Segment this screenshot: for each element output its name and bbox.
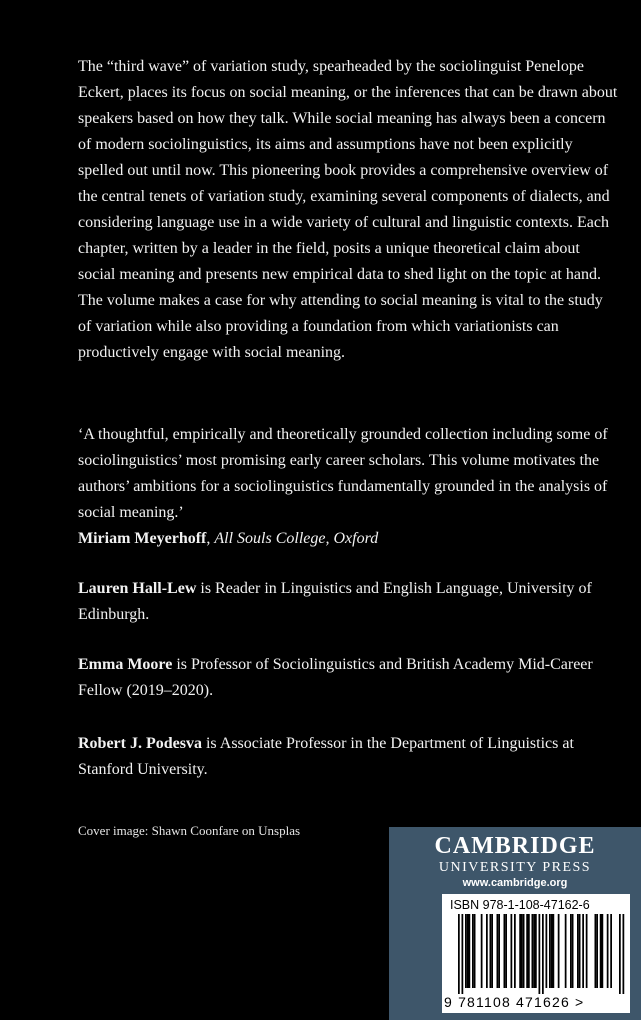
editor-bio-text: is Professor of Sociolinguistics and British Academy Mid-Career Fellow (2019–2020). xyxy=(78,656,593,699)
endorser-affiliation: All Souls College, Oxford xyxy=(214,530,379,547)
barcode-bar xyxy=(467,914,469,988)
endorsement-attribution xyxy=(78,526,618,552)
cover-image-credit: Cover image: Shawn Coonfare on Unsplas xyxy=(78,823,301,838)
editor-name: Lauren Hall-Lew xyxy=(78,580,197,597)
barcode-panel xyxy=(442,894,630,1013)
barcode-bar xyxy=(579,914,581,988)
barcode-bar xyxy=(458,914,460,994)
barcode-bar xyxy=(551,914,553,988)
barcode-bar xyxy=(528,914,530,988)
barcode-bar xyxy=(582,914,584,988)
publisher-panel xyxy=(389,827,641,1020)
barcode-bar xyxy=(523,914,525,988)
editor-name: Robert J. Podesva xyxy=(78,735,202,752)
editor-name: Emma Moore xyxy=(78,656,173,673)
barcode-digits: 9 781108 471626 > xyxy=(444,994,585,1010)
barcode-bar xyxy=(549,914,551,988)
barcode-bar xyxy=(553,914,555,988)
barcode-bar xyxy=(546,914,548,988)
attribution-separator: , xyxy=(206,530,215,547)
barcode-bar xyxy=(596,914,598,988)
barcode-bar xyxy=(535,914,537,988)
back-cover-blurb: The “third wave” of variation study, spearheaded by the sociolinguist Penelope Eckert, places its focus on social meaning, or the inferences that can be drawn about speakers based on how they talk. While social meaning has always been a concern of modern sociolinguistics, its aims and assumptions have not been explicitly spelled out until now. This pioneering book provides a comprehensive overview of the central tenets of variation study, examining several components of dialects, and considering language use in a wide variety of cultural and linguistic contexts. Each chapter, written by a leader in the field, posits a unique theoretical claim about social meaning and presents new empirical data to shed light on the topic at hand. The volume makes a case for why attending to social meaning is vital to the study of variation while also providing a foundation from which variationists can productively engage with social meaning. xyxy=(78,58,618,361)
publisher-logo-name: CAMBRIDGE xyxy=(434,833,596,859)
barcode-bar xyxy=(602,914,604,988)
editor-bio xyxy=(78,731,618,783)
barcode-bar xyxy=(498,914,500,988)
editor-bio xyxy=(78,652,618,704)
barcode-icon xyxy=(446,914,626,994)
barcode-bar xyxy=(504,914,506,988)
editor-bio xyxy=(78,576,618,628)
barcode-bar xyxy=(526,914,528,988)
barcode-bar xyxy=(490,914,492,988)
barcode-bar xyxy=(577,914,579,988)
barcode-bar xyxy=(486,914,488,988)
barcode-bar xyxy=(572,914,574,988)
barcode-bar xyxy=(519,914,521,988)
barcode-bar xyxy=(462,914,464,994)
endorsement-text: ‘A thoughtful, empirically and theoretically grounded collection including some of sociolinguistics’ most promising early career scholars. This volume motivates the authors’ ambitions for a sociolinguistics fundamentally grounded in the analysis of social meaning.’ xyxy=(78,426,608,521)
barcode-bar xyxy=(542,914,544,994)
barcode-bar xyxy=(532,914,534,988)
barcode-bar xyxy=(511,914,513,988)
barcode-bar xyxy=(465,914,467,988)
barcode-bar xyxy=(491,914,493,988)
barcode-bar xyxy=(610,914,612,988)
barcode-bar xyxy=(558,914,560,988)
barcode-bar xyxy=(595,914,597,988)
editor-bio-text: is Associate Professor in the Department of Linguistics at Stanford University. xyxy=(78,735,574,778)
barcode-bar xyxy=(497,914,499,988)
barcode-bar xyxy=(521,914,523,988)
endorser-name: Miriam Meyerhoff xyxy=(78,530,207,547)
isbn-label: ISBN 978-1-108-47162-6 xyxy=(450,898,590,912)
barcode-bar xyxy=(539,914,541,994)
editor-bio-text: is Reader in Linguistics and English Language, University of Edinburgh. xyxy=(78,580,592,623)
endorsement-quote xyxy=(78,422,618,552)
barcode-bar xyxy=(623,914,625,994)
barcode-bar xyxy=(514,914,516,988)
barcode-bar xyxy=(565,914,567,988)
barcode-bar xyxy=(619,914,621,994)
barcode-bar xyxy=(481,914,483,988)
barcode-bar xyxy=(474,914,476,988)
barcode-bar xyxy=(472,914,474,988)
barcode-bar xyxy=(600,914,602,988)
barcode-bar xyxy=(607,914,609,988)
barcode-bar xyxy=(570,914,572,988)
barcode-bar xyxy=(505,914,507,988)
publisher-logo-subtitle: UNIVERSITY PRESS xyxy=(438,860,592,875)
barcode-bar xyxy=(469,914,471,988)
publisher-url: www.cambridge.org xyxy=(462,877,568,889)
barcode-bar xyxy=(586,914,588,988)
barcode-bar xyxy=(533,914,535,988)
